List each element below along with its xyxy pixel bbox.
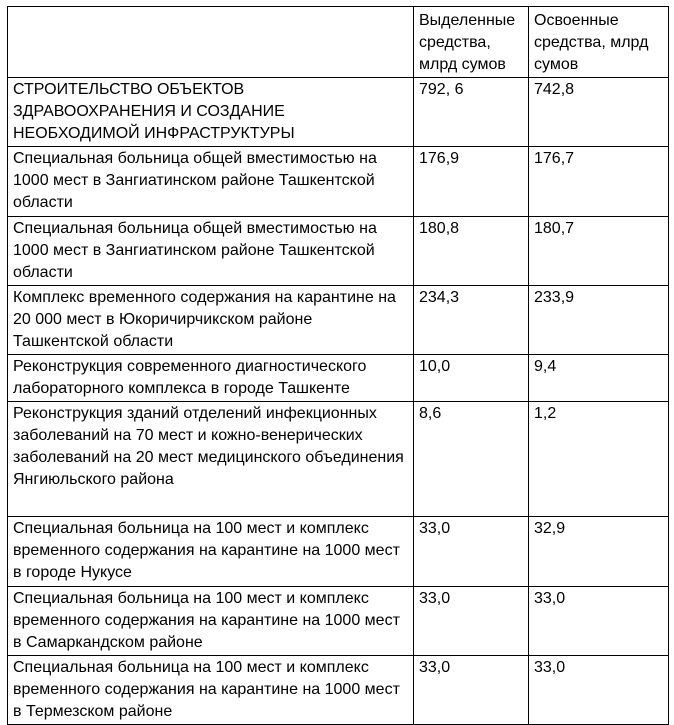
row-spent-value: 180,7 [529, 217, 669, 286]
table-row [8, 147, 669, 217]
row-allocated-value: 33,0 [414, 656, 529, 725]
row-spent-value: 32,9 [529, 517, 669, 587]
table-header-row [8, 7, 669, 78]
row-allocated-value: 792, 6 [414, 78, 529, 147]
row-object-name: Специальная больница на 100 мест и комплекс временного содержания на карантине на 1000 мест в городе Нукусе [8, 517, 414, 587]
table-row [8, 402, 669, 517]
funding-table [7, 6, 669, 725]
row-allocated-value: 10,0 [414, 355, 529, 402]
row-object-name: Специальная больница общей вместимостью на 1000 мест в Зангиатинском районе Ташкентской области [8, 217, 414, 286]
row-spent-value: 33,0 [529, 587, 669, 656]
row-allocated-value: 33,0 [414, 517, 529, 587]
table-row [8, 286, 669, 355]
row-spent-value: 1,2 [529, 402, 669, 517]
row-spent-value: 176,7 [529, 147, 669, 217]
table-row [8, 217, 669, 286]
row-allocated-value: 8,6 [414, 402, 529, 517]
row-spent-value: 742,8 [529, 78, 669, 147]
row-object-name: Специальная больница на 100 мест и комплекс временного содержания на карантине на 1000 мест в Самаркандском районе [8, 587, 414, 656]
row-allocated-value: 180,8 [414, 217, 529, 286]
row-object-name: Комплекс временного содержания на карантине на 20 000 мест в Юкоричирчикском районе Ташкентской области [8, 286, 414, 355]
row-spent-value: 9,4 [529, 355, 669, 402]
row-allocated-value: 234,3 [414, 286, 529, 355]
table-row [8, 656, 669, 725]
table-row [8, 78, 669, 147]
row-spent-value: 33,0 [529, 656, 669, 725]
row-allocated-value: 176,9 [414, 147, 529, 217]
table-row [8, 355, 669, 402]
row-object-name: СТРОИТЕЛЬСТВО ОБЪЕКТОВ ЗДРАВООХРАНЕНИЯ И СОЗДАНИЕ НЕОБХОДИМОЙ ИНФРАСТРУКТУРЫ [8, 78, 414, 147]
row-object-name: Реконструкция зданий отделений инфекционных заболеваний на 70 мест и кожно-венерических заболеваний на 20 мест медицинского объединения Янгиюльского района [8, 402, 414, 517]
header-allocated: Выделенные средства, млрд сумов [414, 7, 529, 78]
row-object-name: Специальная больница на 100 мест и комплекс временного содержания на карантине на 1000 мест в Термезском районе [8, 656, 414, 725]
row-allocated-value: 33,0 [414, 587, 529, 656]
row-spent-value: 233,9 [529, 286, 669, 355]
table-row [8, 587, 669, 656]
header-object [8, 7, 414, 78]
table-row [8, 517, 669, 587]
row-object-name: Специальная больница общей вместимостью на 1000 мест в Зангиатинском районе Ташкентской области [8, 147, 414, 217]
row-object-name: Реконструкция современного диагностического лабораторного комплекса в городе Ташкенте [8, 355, 414, 402]
header-spent: Освоенные средства, млрд сумов [529, 7, 669, 78]
